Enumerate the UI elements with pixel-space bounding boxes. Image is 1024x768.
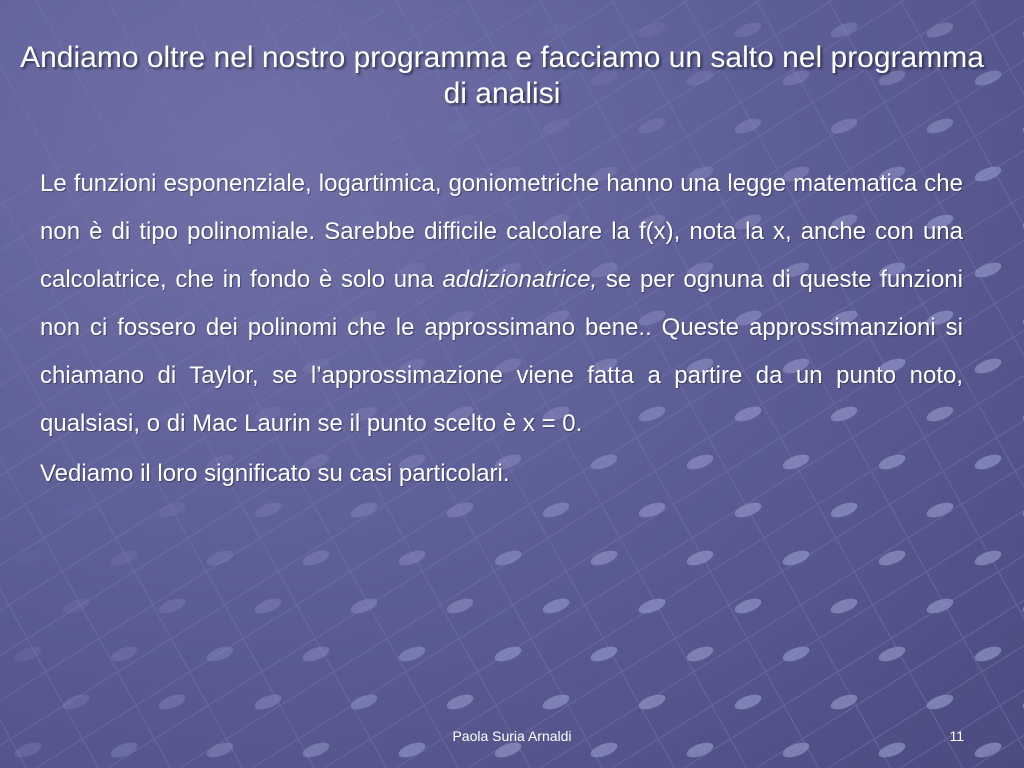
body-paragraph-1 [40, 160, 963, 448]
slide-page-number: 11 [949, 728, 964, 744]
lattice-node [541, 500, 571, 521]
lattice-node [253, 692, 283, 713]
lattice-node [781, 548, 811, 569]
lattice-node [589, 548, 619, 569]
lattice-node [445, 596, 475, 617]
lattice-node [541, 116, 571, 137]
paragraph-1-emphasis: addizionatrice, [442, 266, 598, 293]
paragraph-1-text-start: Le funzioni esponenziale, logartimica, goniometriche hanno una legge matematica che non è di tipo polinomiale. Sarebbe difficile calcolare la f(x), nota la x, anche con una calcolatrice, che in fondo è solo una [40, 170, 963, 293]
lattice-node [397, 548, 427, 569]
lattice-node [733, 596, 763, 617]
lattice-node [13, 548, 43, 569]
lattice-node [13, 644, 43, 665]
lattice-node [157, 692, 187, 713]
lattice-node [253, 500, 283, 521]
lattice-node [445, 116, 475, 137]
lattice-node [157, 596, 187, 617]
lattice-node [829, 116, 859, 137]
lattice-node [925, 596, 955, 617]
lattice-node [877, 644, 907, 665]
lattice-node [973, 356, 1003, 377]
lattice-node [589, 644, 619, 665]
lattice-node [637, 596, 667, 617]
lattice-node [829, 500, 859, 521]
footer-author: Paola Suria Arnaldi [452, 728, 572, 744]
lattice-node [733, 20, 763, 41]
lattice-node [637, 692, 667, 713]
lattice-node [685, 548, 715, 569]
lattice-node [349, 596, 379, 617]
lattice-node [973, 548, 1003, 569]
lattice-node [349, 692, 379, 713]
body-paragraph-2: Vediamo il loro significato su casi particolari. [40, 460, 510, 487]
lattice-node [61, 692, 91, 713]
lattice-node [493, 548, 523, 569]
lattice-node [541, 692, 571, 713]
lattice-node [109, 548, 139, 569]
slide-title: Andiamo oltre nel nostro programma e facciamo un salto nel programma di analisi [20, 41, 984, 110]
lattice-node [829, 596, 859, 617]
lattice-node [301, 644, 331, 665]
lattice-node [301, 548, 331, 569]
lattice-node [61, 596, 91, 617]
lattice-node [829, 692, 859, 713]
lattice-node [877, 548, 907, 569]
lattice-node [733, 116, 763, 137]
lattice-node [925, 692, 955, 713]
lattice-node [253, 596, 283, 617]
lattice-node [925, 116, 955, 137]
paragraph-1-text-end: se per ognuna di queste funzioni non ci fossero dei polinomi che le approssimano bene.. Queste approssimanzioni si chiamano di Taylor, se l’approssimazione viene fatta a partire da un punto noto, qualsiasi, o di Mac Laurin se il punto scelto è x = 0. [40, 266, 963, 437]
lattice-node [973, 452, 1003, 473]
slide-body [40, 160, 963, 498]
lattice-node [637, 116, 667, 137]
lattice-node [733, 692, 763, 713]
lattice-node [445, 692, 475, 713]
lattice-node [205, 548, 235, 569]
lattice-node [541, 596, 571, 617]
